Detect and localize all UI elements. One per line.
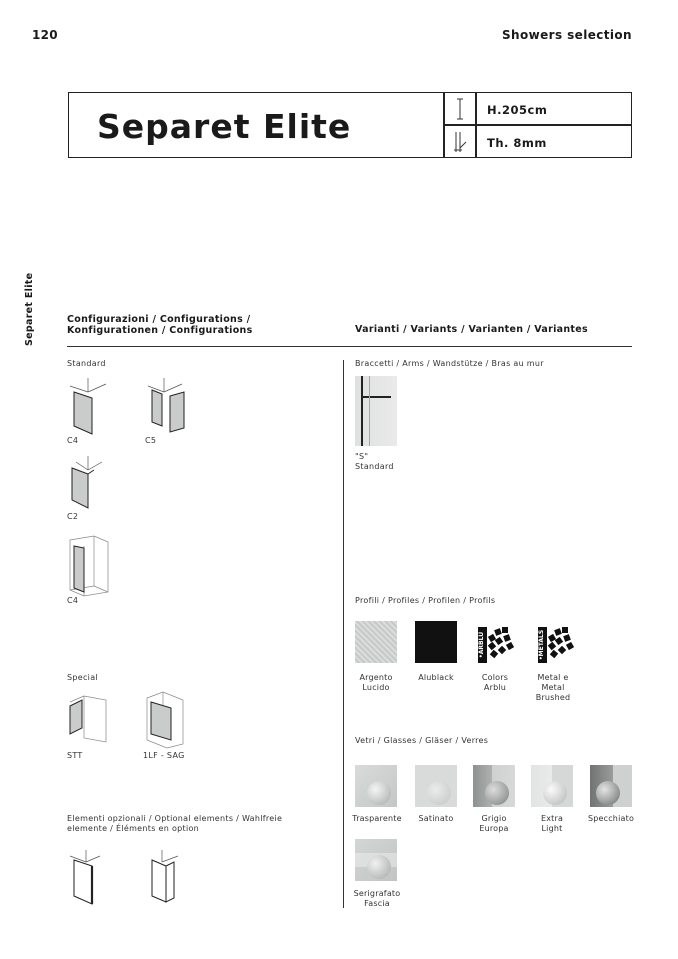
- arm-label-line: Standard: [355, 462, 394, 471]
- profile-label-line: Arblu: [483, 683, 507, 692]
- optional-elements-label: [67, 814, 282, 834]
- arm-standard-label: [355, 452, 394, 472]
- glass-swatch-serigrafato-fascia: [355, 839, 397, 881]
- glass-label-line: Trasparente: [352, 814, 402, 823]
- arm-label-line: "S": [355, 452, 369, 461]
- product-title-box: [68, 92, 632, 158]
- optional-element-diagram: [66, 850, 106, 910]
- height-arrow-icon: [453, 97, 467, 121]
- glass-label-line: Serigrafato: [353, 889, 401, 898]
- glass-label-line: Extra: [540, 814, 564, 823]
- profile-label-line: Colors: [481, 673, 509, 682]
- config-label-c4: C4: [67, 436, 79, 445]
- page-number: 120: [32, 28, 58, 42]
- special-label: Special: [67, 673, 98, 682]
- c2-diagram: [66, 456, 112, 512]
- standard-label: Standard: [67, 359, 106, 368]
- glass-label-line: Fascia: [364, 899, 390, 908]
- variants-heading: Varianti / Variants / Varianten / Variantes: [355, 324, 588, 335]
- glass-label-line: Light: [541, 824, 563, 833]
- glass-swatch-extra-light: [531, 765, 573, 807]
- config-label-c5: C5: [145, 436, 157, 445]
- glass-swatch-trasparente: [355, 765, 397, 807]
- config-label-c4-enclosure: C4: [67, 596, 79, 605]
- profiles-label: Profili / Profiles / Profilen / Profils: [355, 596, 496, 605]
- divider: [443, 124, 631, 126]
- glasses-label: Vetri / Glasses / Gläser / Verres: [355, 736, 489, 745]
- glass-label-line: Satinato: [418, 814, 454, 823]
- glass-label-trasparente: [349, 814, 405, 824]
- glass-label-line: Europa: [479, 824, 509, 833]
- glass-swatch-grigio-europa: [473, 765, 515, 807]
- profile-swatch-metals: [535, 621, 577, 665]
- configurations-heading: [67, 314, 253, 336]
- glass-label-satinato: [408, 814, 464, 824]
- height-spec: H.205cm: [487, 103, 548, 117]
- section-title: Showers selection: [502, 28, 632, 42]
- optional-label-line: Elementi opzionali / Optional elements / Wahlfreie: [67, 814, 283, 823]
- 1lf-sag-diagram: [143, 688, 189, 748]
- glass-swatch-satinato: [415, 765, 457, 807]
- product-name: Separet Elite: [97, 107, 352, 146]
- config-label-1lf-sag: 1LF - SAG: [143, 751, 185, 760]
- profile-label-line: Metal: [541, 683, 565, 692]
- profile-label-arblu: [468, 673, 522, 693]
- glass-swatch-specchiato: [590, 765, 632, 807]
- glass-label-extra-light: [524, 814, 580, 834]
- config-label-stt: STT: [67, 751, 83, 760]
- glass-label-line: Specchiato: [587, 814, 635, 823]
- profile-swatch-alublack: [415, 621, 457, 663]
- glass-label-grigio-europa: [466, 814, 522, 834]
- profile-label-line: Argento: [359, 673, 393, 682]
- thickness-spec: Th. 8mm: [487, 136, 547, 150]
- optional-element-diagram: [146, 850, 186, 910]
- thickness-icon: [451, 130, 469, 154]
- side-tab: Separet Elite: [24, 272, 35, 346]
- glass-label-serigrafato-fascia: [349, 889, 405, 909]
- configurations-heading-line: Konfigurationen / Configurations: [67, 325, 253, 336]
- optional-label-line: elemente / Éléments en option: [67, 824, 200, 833]
- header-rule: [67, 346, 632, 347]
- profile-label-line: Brushed: [535, 693, 571, 702]
- c4-enclosure-diagram: [66, 532, 112, 596]
- profile-label-alublack: [409, 673, 463, 683]
- metals-badge-text: •METALS: [538, 629, 545, 661]
- profile-swatch-arblu: [475, 621, 517, 665]
- c5-diagram: [146, 378, 192, 436]
- profile-swatch-argento: [355, 621, 397, 663]
- profile-label-line: Lucido: [362, 683, 390, 692]
- glass-label-specchiato: [583, 814, 639, 824]
- arm-standard-image: [355, 376, 397, 446]
- arms-label: Braccetti / Arms / Wandstütze / Bras au mur: [355, 359, 544, 368]
- profile-label-line: Metal e: [537, 673, 569, 682]
- c4-diagram: [66, 378, 112, 436]
- column-divider: [343, 360, 344, 908]
- config-label-c2: C2: [67, 512, 79, 521]
- stt-diagram: [66, 692, 112, 748]
- profile-label-metal: [526, 673, 580, 703]
- arblu-badge-text: •ARBLU: [478, 631, 485, 659]
- glass-label-line: Grigio: [481, 814, 507, 823]
- profile-label-line: Alublack: [418, 673, 454, 682]
- profile-label-argento: [349, 673, 403, 693]
- configurations-heading-line: Configurazioni / Configurations /: [67, 314, 251, 325]
